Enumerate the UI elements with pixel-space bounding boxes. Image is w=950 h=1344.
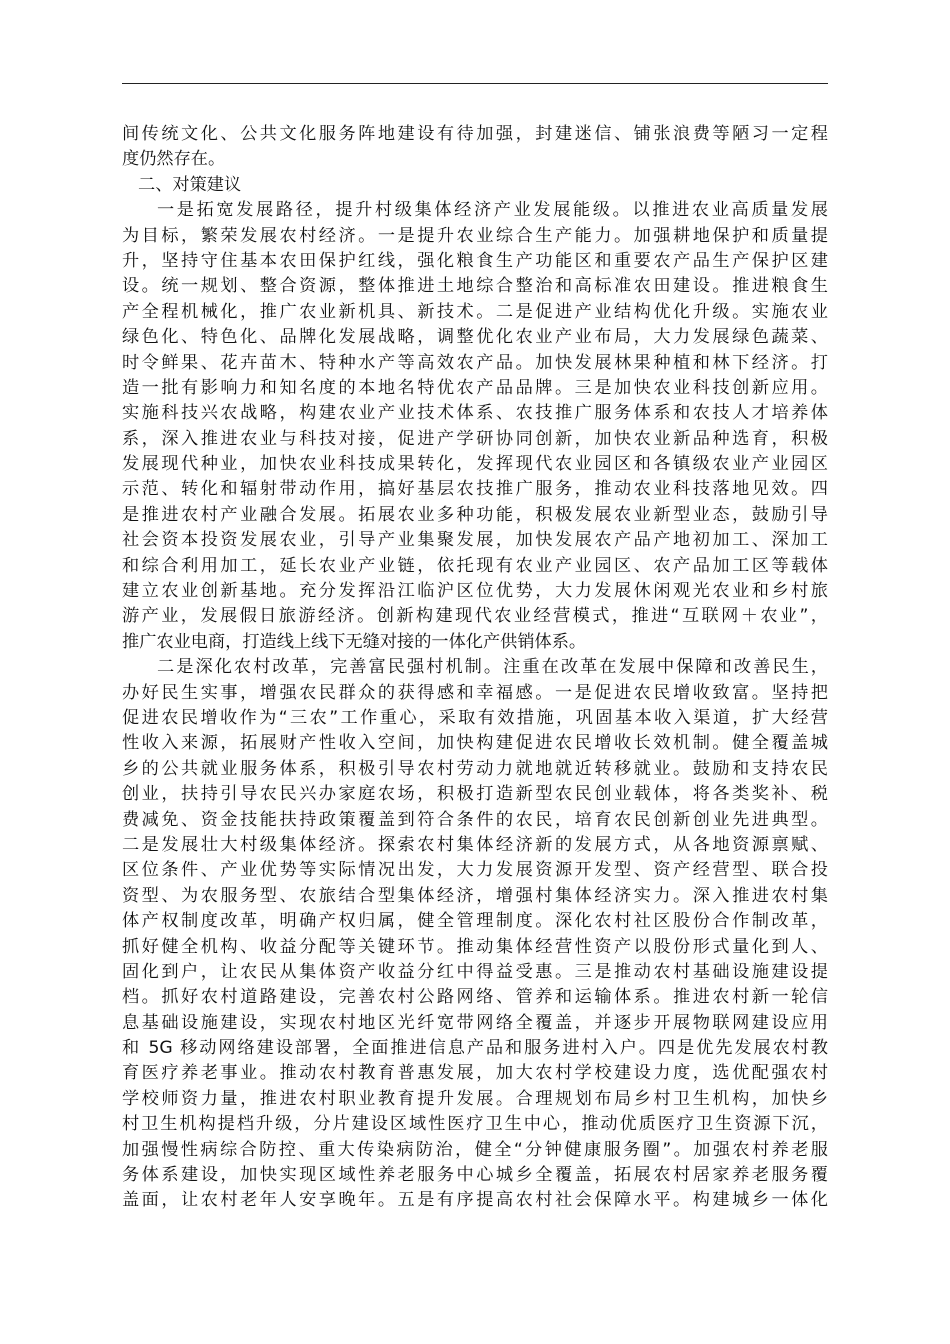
header-rule bbox=[122, 83, 828, 84]
text-line: 费减免、资金技能扶持政策覆盖到符合条件的农民，培育农民创新创业先进典型。 bbox=[122, 809, 828, 830]
text-line: 区位条件、产业优势等实际情况出发，大力发展资源开发型、资产经营型、联合投 bbox=[122, 860, 828, 881]
text-line: 为目标，繁荣发展农村经济。一是提升农业综合生产能力。加强耕地保护和质量提 bbox=[122, 225, 828, 246]
text-line: 固化到户，让农民从集体资产收益分红中得益受惠。三是推动农村基础设施建设提 bbox=[122, 961, 828, 982]
text-line: 资型、为农服务型、农旅结合型集体经济，增强村集体经济实力。深入推进农村集 bbox=[122, 885, 828, 906]
text-line: 游产业，发展假日旅游经济。创新构建现代农业经营模式，推进“互联网＋农业”， bbox=[122, 606, 828, 627]
text-line: 促进农民增收作为“三农”工作重心，采取有效措施，巩固基本收入渠道，扩大经营 bbox=[122, 707, 828, 728]
text-line: 办好民生实事，增强农民群众的获得感和幸福感。一是促进农民增收致富。坚持把 bbox=[122, 682, 828, 703]
text-line: 息基础设施建设，实现农村地区光纤宽带网络全覆盖，并逐步开展物联网建设应用 bbox=[122, 1012, 828, 1033]
text-line: 建立农业创新基地。充分发挥沿江临沪区位优势，大力发展休闲观光农业和乡村旅 bbox=[122, 581, 828, 602]
text-line: 二是深化农村改革，完善富民强村机制。注重在改革在发展中保障和改善民生， bbox=[157, 657, 828, 678]
text-line: 抓好健全机构、收益分配等关键环节。推动集体经营性资产以股份形式量化到人、 bbox=[122, 936, 828, 957]
text-line: 实施科技兴农战略，构建农业产业技术体系、农技推广服务体系和农技人才培养体 bbox=[122, 403, 828, 424]
body-text bbox=[122, 122, 828, 1214]
text-line: 育医疗养老事业。推动农村教育普惠发展，加大农村学校建设力度，选优配强农村 bbox=[122, 1063, 828, 1084]
text-line: 务体系建设，加快实现区域性养老服务中心城乡全覆盖，拓展农村居家养老服务覆 bbox=[122, 1165, 828, 1186]
text-line: 创业，扶持引导农民兴办家庭农场，积极打造新型农民创业载体，将各类奖补、税 bbox=[122, 784, 828, 805]
text-line: 是推进农村产业融合发展。拓展农业多种功能，积极发展农业新型业态，鼓励引导 bbox=[122, 504, 828, 525]
text-line: 村卫生机构提档升级，分片建设区域性医疗卫生中心，推动优质医疗卫生资源下沉， bbox=[122, 1114, 828, 1135]
paragraph bbox=[122, 655, 828, 1214]
text-line: 产全程机械化，推广农业新机具、新技术。二是促进产业结构优化升级。实施农业 bbox=[122, 301, 828, 322]
text-line: 社会资本投资发展农业，引导产业集聚发展，加快发展农产品产地初加工、深加工 bbox=[122, 530, 828, 551]
text-line: 二是发展壮大村级集体经济。探索农村集体经济新的发展方式，从各地资源禀赋、 bbox=[122, 834, 828, 855]
text-line: 发展现代种业，加快农业科技成果转化，发挥现代农业园区和各镇级农业产业园区 bbox=[122, 454, 828, 475]
text-line: 系，深入推进农业与科技对接，促进产学研协同创新，加快农业新品种选育，积极 bbox=[122, 428, 828, 449]
text-line: 升，坚持守住基本农田保护红线，强化粮食生产功能区和重要农产品生产保护区建 bbox=[122, 250, 828, 271]
section-heading bbox=[122, 173, 828, 198]
text-line: 绿色化、特色化、品牌化发展战略，调整优化农业产业布局，大力发展绿色蔬菜、 bbox=[122, 327, 828, 348]
text-line: 推广农业电商，打造线上线下无缝对接的一体化产供销体系。 bbox=[122, 631, 587, 652]
text-line: 度仍然存在。 bbox=[122, 149, 226, 170]
text-line: 乡的公共就业服务体系，积极引导农村劳动力就地就近转移就业。鼓励和支持农民 bbox=[122, 758, 828, 779]
text-line: 和 5G 移动网络建设部署，全面推进信息产品和服务进村入户。四是优先发展农村教 bbox=[122, 1038, 828, 1059]
paragraph bbox=[122, 122, 828, 173]
paragraph bbox=[122, 198, 828, 655]
text-line: 盖面，让农村老年人安享晚年。五是有序提高农村社会保障水平。构建城乡一体化 bbox=[122, 1190, 828, 1211]
text-line: 二、对策建议 bbox=[138, 174, 242, 195]
text-line: 设。统一规划、整合资源，整体推进土地综合整治和高标准农田建设。推进粮食生 bbox=[122, 276, 828, 297]
text-line: 加强慢性病综合防控、重大传染病防治，健全“分钟健康服务圈”。加强农村养老服 bbox=[122, 1139, 828, 1160]
text-line: 间传统文化、公共文化服务阵地建设有待加强，封建迷信、铺张浪费等陋习一定程 bbox=[122, 124, 828, 144]
text-line: 体产权制度改革，明确产权归属，健全管理制度。深化农村社区股份合作制改革， bbox=[122, 911, 828, 932]
text-line: 学校师资力量，推进农村职业教育提升发展。合理规划布局乡村卫生机构，加快乡 bbox=[122, 1088, 828, 1109]
text-line: 和综合利用加工，延长农业产业链，依托现有农业产业园区、农产品加工区等载体 bbox=[122, 555, 828, 576]
text-line: 时令鲜果、花卉苗木、特种水产等高效农产品。加快发展林果种植和林下经济。打 bbox=[122, 352, 828, 373]
text-line: 示范、转化和辐射带动作用，搞好基层农技推广服务，推动农业科技落地见效。四 bbox=[122, 479, 828, 500]
text-line: 造一批有影响力和知名度的本地名特优农产品品牌。三是加快农业科技创新应用。 bbox=[122, 377, 828, 398]
text-line: 档。抓好农村道路建设，完善农村公路网络、管养和运输体系。推进农村新一轮信 bbox=[122, 987, 828, 1008]
text-line: 一是拓宽发展路径，提升村级集体经济产业发展能级。以推进农业高质量发展 bbox=[157, 200, 828, 221]
text-line: 性收入来源，拓展财产性收入空间，加快构建促进农民增收长效机制。健全覆盖城 bbox=[122, 733, 828, 754]
